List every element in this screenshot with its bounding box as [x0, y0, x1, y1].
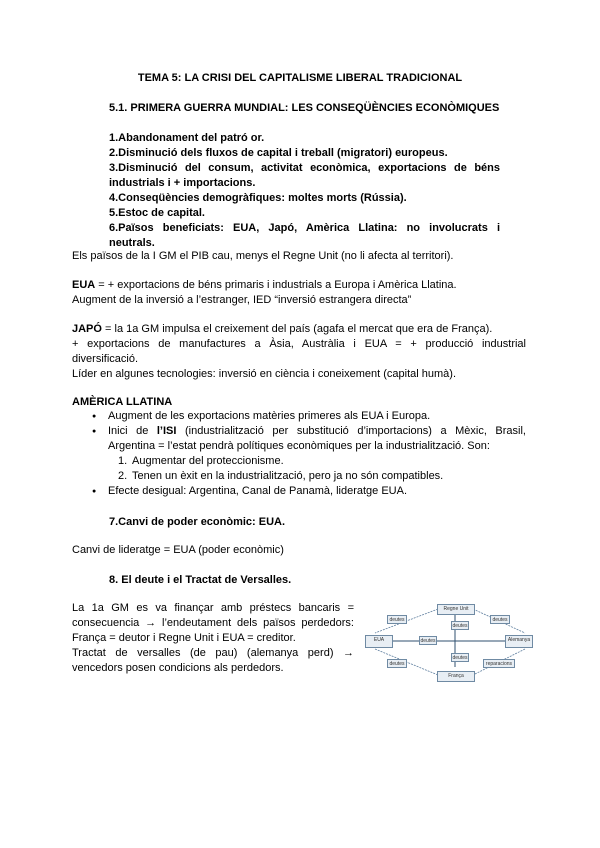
- list-item: ● Augment de les exportacions matèries primeres als EUA i Europa.: [92, 409, 526, 424]
- list-item: 2.Disminució dels fluxos de capital i treball (migratori) europeus.: [109, 147, 448, 159]
- list-item: 6.Països beneficiats: EUA, Japó, Amèrica Llatina: no involucrats i neutrals.: [109, 222, 500, 249]
- edge-label: deutes: [490, 615, 510, 624]
- list-item: 2. Tenen un èxit en la industrialització, pero ja no són compatibles.: [118, 470, 444, 482]
- list-item: 4.Conseqüències demogràfiques: moltes morts (Rússia).: [109, 192, 407, 204]
- japo-label: JAPÓ: [72, 323, 102, 335]
- section-heading-7: 7.Canvi de poder econòmic: EUA.: [109, 516, 286, 528]
- america-heading: AMÈRICA LLATINA: [72, 396, 173, 408]
- list-item: ● Efecte desigual: Argentina, Canal de Panamà, lideratge EUA.: [92, 484, 526, 499]
- list-item: 3.Disminució del consum, activitat econòmica, exportacions de béns industrials i + importacions.: [109, 162, 500, 189]
- edge-label: deutes: [452, 623, 468, 629]
- intro-paragraph: Els països de la I GM el PIB cau, menys el Regne Unit (no li afecta al territori).: [72, 250, 454, 262]
- edge-label: deutes: [387, 615, 407, 624]
- edge-label: deutes: [387, 659, 407, 668]
- node-franca: França: [437, 671, 475, 682]
- list-item: 1.Abandonament del patró or.: [109, 132, 265, 144]
- node-regne-unit: Regne Unit: [437, 604, 475, 615]
- consequences-list: [109, 131, 500, 251]
- section8-text: La 1a GM es va finançar amb préstecs bancaris = consecuencia → l’endeutament dels països perdedors: França = deutor i Regne Unit i EUA = creditor. Tractat de versalles (de pau) (alemanya perd) → vencedors posen condicions als perdedors.: [72, 602, 354, 674]
- node-eua: EUA: [365, 635, 393, 648]
- debt-diagram: [365, 603, 533, 683]
- node-alemanya: Alemanya: [505, 635, 533, 648]
- eua-paragraph: EUA = + exportacions de béns primaris i industrials a Europa i Amèrica Llatina. Augment de la inversió a l’estranger, IED “inversió estrangera directa”: [72, 279, 457, 306]
- list-item: ● Inici de l’ISI (industrialització per substitució d’importacions) a Mèxic, Brasil, Argentina = l’estat pendrà polítiques econòmiques per la industrialització. Son:: [92, 424, 526, 454]
- list-item: 5.Estoc de capital.: [109, 207, 205, 219]
- section7-text: Canvi de lideratge = EUA (poder econòmic): [72, 544, 284, 556]
- page-title: TEMA 5: LA CRISI DEL CAPITALISME LIBERAL TRADICIONAL: [137, 72, 463, 84]
- edge-label: deutes: [420, 638, 436, 644]
- section-heading-8: 8. El deute i el Tractat de Versalles.: [109, 574, 292, 586]
- section-heading-5-1: 5.1. PRIMERA GUERRA MUNDIAL: LES CONSEQÜÈNCIES ECONÒMIQUES: [109, 102, 500, 114]
- japo-paragraph: JAPÓ = la 1a GM impulsa el creixement del país (agafa el mercat que era de França). + exportacions de manufactures a Àsia, Austràlia i EUA = + producció industrial diversificació. Líder en algunes tecnologies: inversió en ciència i coneixement (capital humà).: [72, 323, 526, 380]
- america-list: [92, 409, 526, 499]
- eua-label: EUA: [72, 279, 96, 291]
- edge-label: reparacions: [483, 659, 515, 668]
- list-item: 1. Augmentar del proteccionisme.: [118, 455, 284, 467]
- edge-label: deutes: [452, 655, 468, 661]
